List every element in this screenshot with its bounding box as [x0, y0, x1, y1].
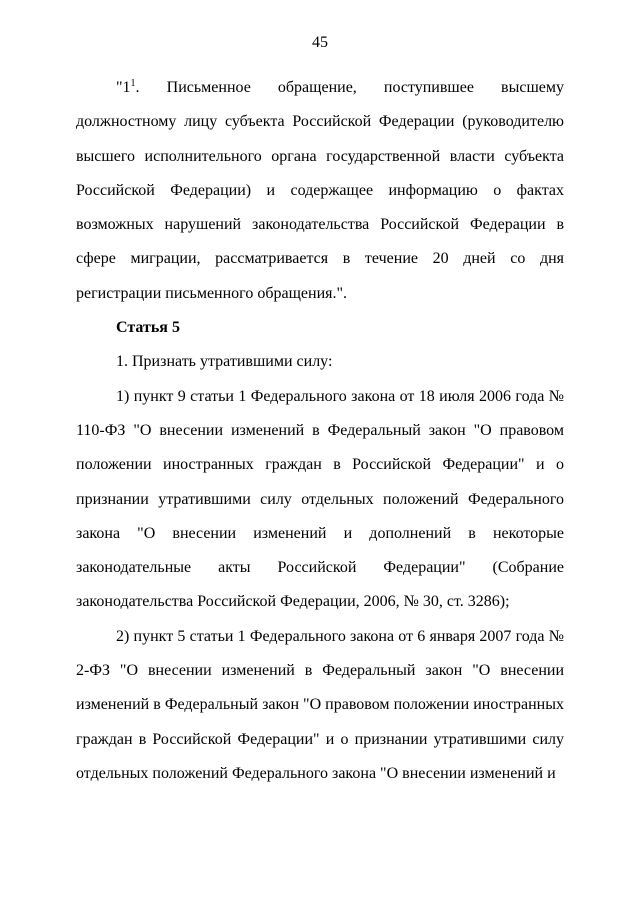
paragraph-amendment [76, 71, 564, 311]
paragraph-repeal-intro: 1. Признать утратившими силу: [116, 353, 333, 371]
paragraph-repeal-item-2: 2) пункт 5 статьи 1 Федерального закона от 6 января 2007 года № 2-ФЗ "О внесении изменений в Федеральный закон "О внесении изменений в Федеральный закон "О правовом положении иностранных граждан в Российской Федерации" и о признании утратившими силу отдельных положений Федерального закона "О внесении изменений и [76, 627, 564, 782]
article-heading: Статья 5 [116, 319, 180, 337]
amendment-text: . Письменное обращение, поступившее высшему должностному лицу субъекта Российской Федерации (руководителю высшего исполнительного органа государственной власти субъекта Российской Федерации) и содержащее информацию о фактах возможных нарушений законодательства Российской Федерации в сфере миграции, рассматривается в течение 20 дней со дня регистрации письменного обращения.". [76, 79, 564, 302]
page-number: 45 [312, 34, 328, 51]
amendment-open-quote: "1 [116, 79, 131, 96]
amendment-superscript: 1 [130, 78, 136, 89]
paragraph-repeal-item-1: 1) пункт 9 статьи 1 Федерального закона от 18 июля 2006 года № 110-ФЗ "О внесении изменений в Федеральный закон "О правовом положении иностранных граждан в Российской Федерации" и о признании утратившими силу отдельных положений Федерального закона "О внесении изменений и дополнений в некоторые законодательные акты Российской Федерации" (Собрание законодательства Российской Федерации, 2006, № 30, ст. 3286); [76, 387, 564, 611]
document-body [76, 71, 564, 791]
